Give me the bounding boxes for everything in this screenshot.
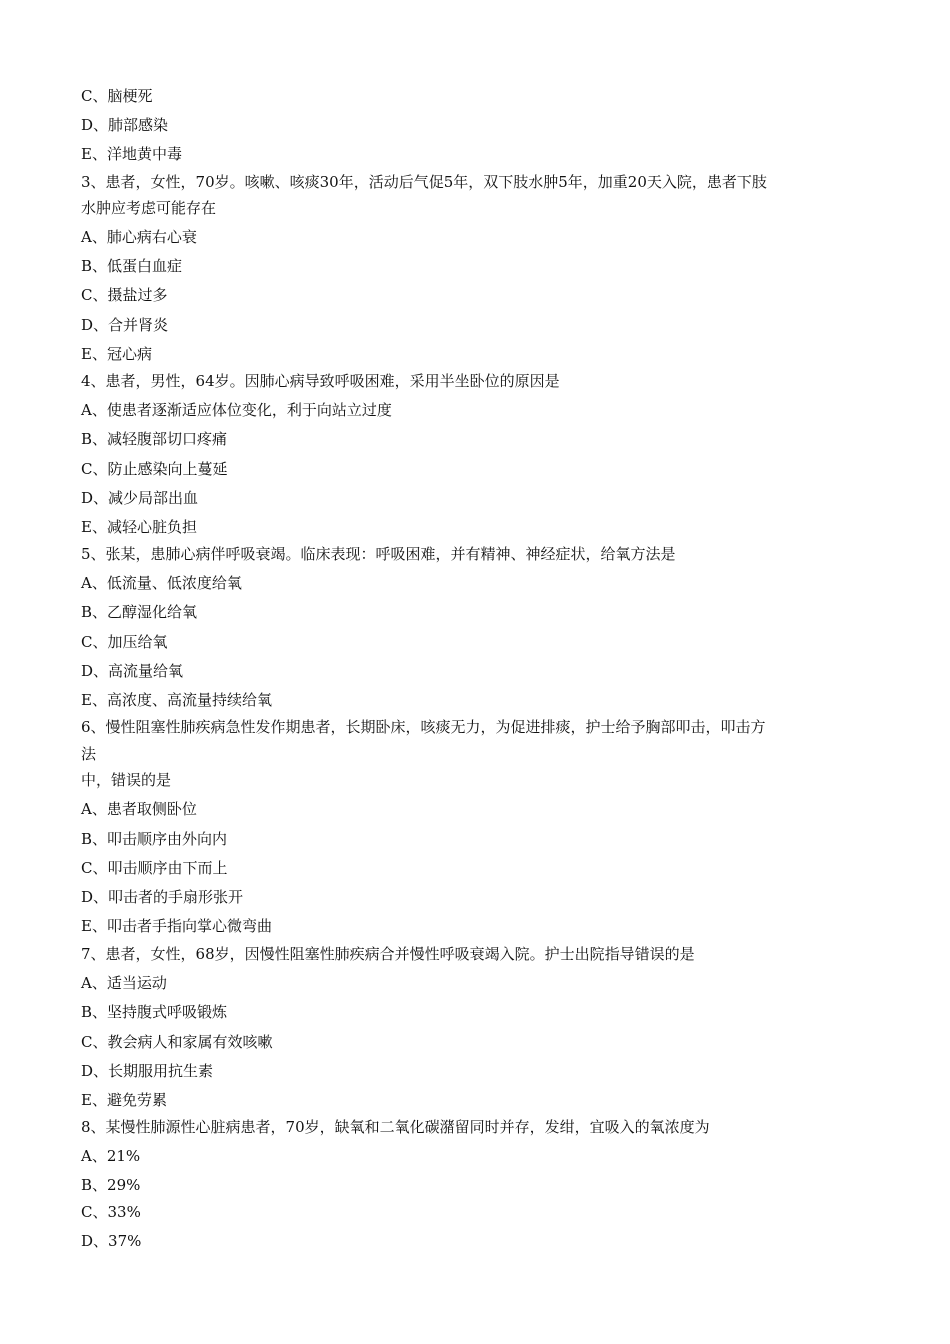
option-line: D、高流量给氧: [81, 662, 184, 680]
option-line: A、使患者逐渐适应体位变化，利于向站立过度: [81, 401, 392, 419]
option-line: B、坚持腹式呼吸锻炼: [81, 1003, 228, 1021]
option-line: A、低流量、低浓度给氧: [81, 574, 242, 592]
option-line: C、33%: [81, 1203, 141, 1221]
option-line: A、肺心病右心衰: [81, 228, 197, 246]
option-line: D、合并肾炎: [81, 316, 169, 334]
option-line: C、摄盐过多: [81, 286, 168, 304]
question-line: 水肿应考虑可能存在: [81, 199, 217, 217]
option-line: B、减轻腹部切口疼痛: [81, 430, 228, 448]
option-line: C、脑梗死: [81, 87, 153, 105]
question-line: 法: [81, 745, 97, 763]
question-line: 8、某慢性肺源性心脏病患者，70岁，缺氧和二氧化碳潴留同时并存，发绀，宜吸入的氧浓度为: [81, 1118, 710, 1136]
question-line: 3、患者，女性，70岁。咳嗽、咳痰30年，活动后气促5年，双下肢水肿5年，加重20天入院，患者下肢: [81, 173, 767, 191]
option-line: C、教会病人和家属有效咳嗽: [81, 1033, 273, 1051]
question-line: 4、患者，男性，64岁。因肺心病导致呼吸困难，采用半坐卧位的原因是: [81, 372, 560, 390]
option-line: E、高浓度、高流量持续给氧: [81, 691, 272, 709]
option-line: D、37%: [81, 1232, 142, 1250]
option-line: B、叩击顺序由外向内: [81, 830, 228, 848]
option-line: E、冠心病: [81, 345, 152, 363]
option-line: E、避免劳累: [81, 1091, 167, 1109]
question-line: 7、患者，女性，68岁，因慢性阻塞性肺疾病合并慢性呼吸衰竭入院。护士出院指导错误的是: [81, 945, 695, 963]
question-line: 5、张某，患肺心病伴呼吸衰竭。临床表现：呼吸困难，并有精神、神经症状，给氧方法是: [81, 545, 676, 563]
question-line: 6、慢性阻塞性肺疾病急性发作期患者，长期卧床，咳痰无力，为促进排痰，护士给予胸部叩击，叩击方: [81, 718, 766, 736]
option-line: A、21%: [81, 1147, 141, 1165]
option-line: D、肺部感染: [81, 116, 169, 134]
option-line: E、叩击者手指向掌心微弯曲: [81, 917, 272, 935]
option-line: D、长期服用抗生素: [81, 1062, 214, 1080]
option-line: B、乙醇湿化给氧: [81, 603, 198, 621]
option-line: C、防止感染向上蔓延: [81, 460, 228, 478]
option-line: A、适当运动: [81, 974, 167, 992]
option-line: C、加压给氧: [81, 633, 168, 651]
option-line: B、29%: [81, 1176, 141, 1194]
option-line: D、减少局部出血: [81, 489, 199, 507]
option-line: B、低蛋白血症: [81, 257, 183, 275]
question-line: 中，错误的是: [81, 771, 172, 789]
option-line: E、洋地黄中毒: [81, 145, 182, 163]
option-line: A、患者取侧卧位: [81, 800, 197, 818]
option-line: C、叩击顺序由下而上: [81, 859, 228, 877]
option-line: E、减轻心脏负担: [81, 518, 197, 536]
option-line: D、叩击者的手扇形张开: [81, 888, 244, 906]
